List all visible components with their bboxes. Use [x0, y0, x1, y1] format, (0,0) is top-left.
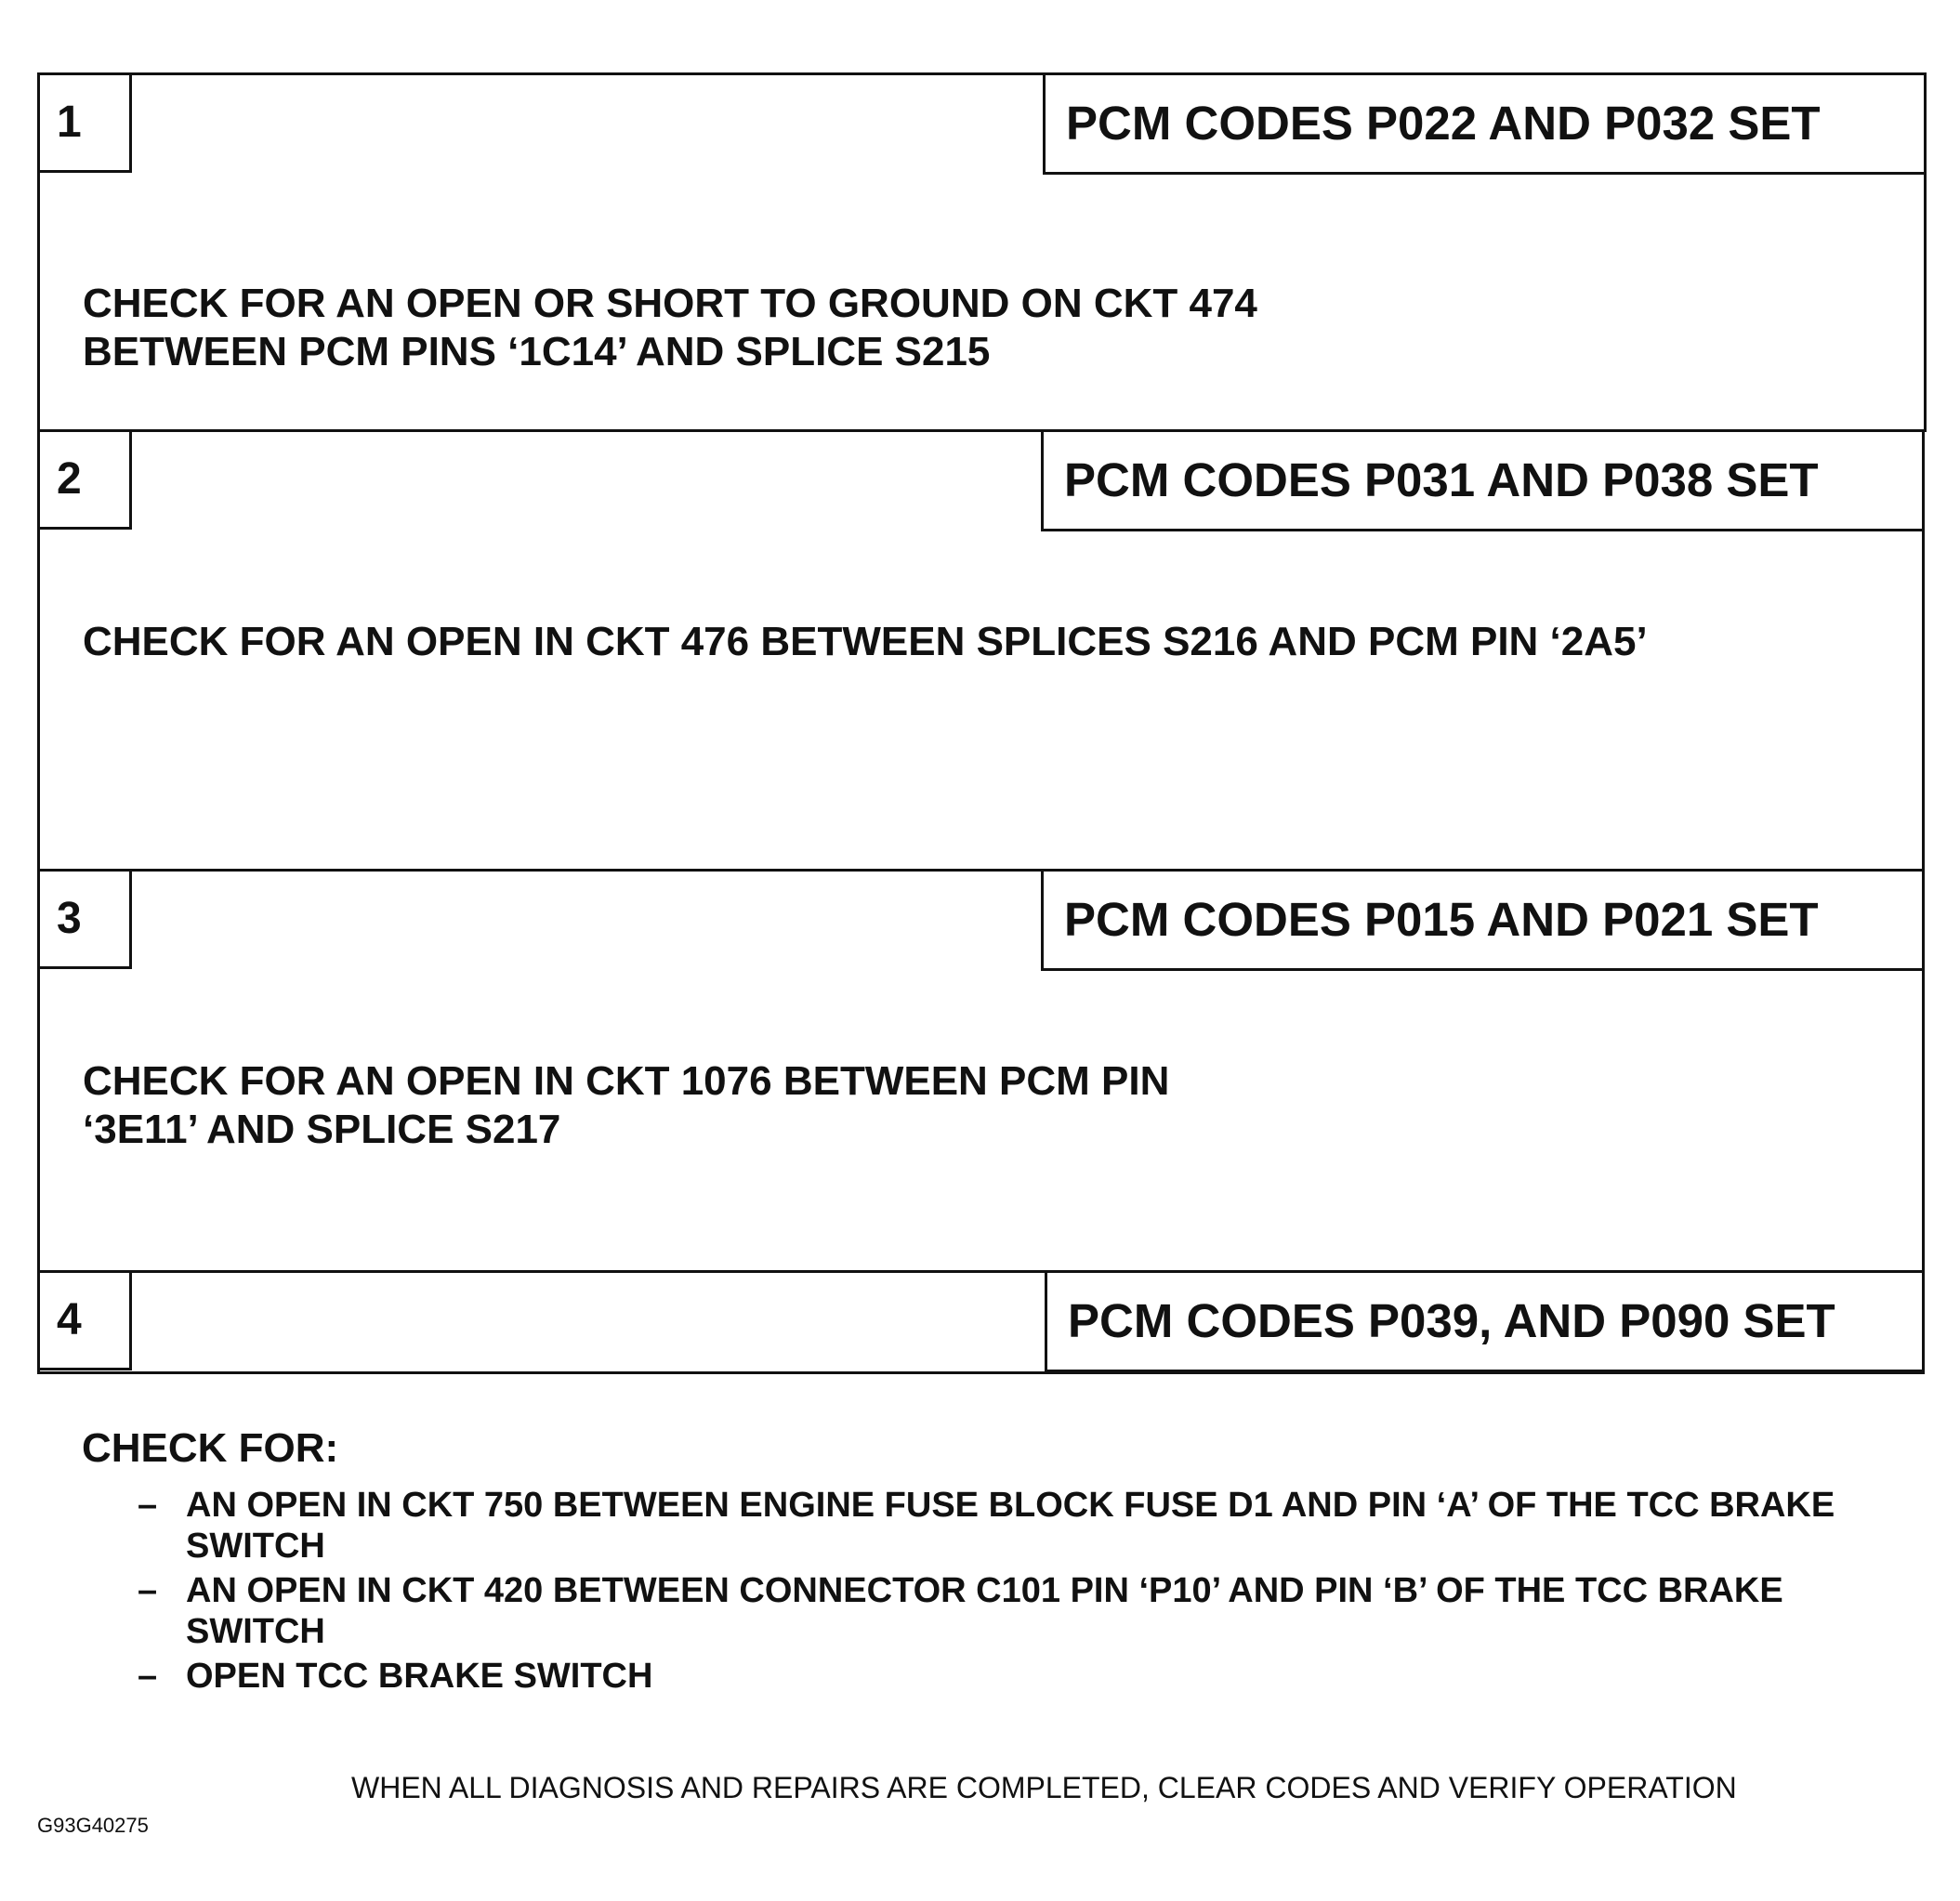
check-for-item-text: AN OPEN IN CKT 420 BETWEEN CONNECTOR C101 PIN ‘P10’ AND PIN ‘B’ OF THE TCC BRAKE SWITCH — [186, 1571, 1783, 1651]
check-for-title: CHECK FOR: — [82, 1425, 339, 1471]
check-for-item-text: OPEN TCC BRAKE SWITCH — [186, 1657, 653, 1696]
check-for-item — [138, 1656, 1885, 1697]
step-1-section — [37, 72, 1927, 432]
step-3-instruction: CHECK FOR AN OPEN IN CKT 1076 BETWEEN PCM PIN ‘3E11’ AND SPLICE S217 — [83, 1058, 1170, 1152]
check-for-item — [138, 1570, 1885, 1652]
step-3-section — [37, 869, 1925, 1273]
step-3-number: 3 — [37, 869, 132, 969]
check-for-item — [138, 1485, 1885, 1567]
figure-id: G93G40275 — [37, 1814, 149, 1837]
dash-bullet: – — [138, 1657, 158, 1696]
step-1-number: 1 — [37, 72, 132, 173]
step-4-section — [37, 1270, 1925, 1374]
dash-bullet: – — [138, 1486, 158, 1525]
step-1-instruction: CHECK FOR AN OPEN OR SHORT TO GROUND ON CKT 474 BETWEEN PCM PINS ‘1C14’ AND SPLICE S215 — [83, 281, 1257, 374]
step-2-number: 2 — [37, 429, 132, 530]
step-2-codes: PCM CODES P031 AND P038 SET — [1041, 429, 1925, 531]
step-3-codes: PCM CODES P015 AND P021 SET — [1041, 869, 1925, 971]
step-4-number: 4 — [37, 1270, 132, 1370]
step-2-section — [37, 429, 1925, 872]
dash-bullet: – — [138, 1571, 158, 1610]
check-for-item-text: AN OPEN IN CKT 750 BETWEEN ENGINE FUSE BLOCK FUSE D1 AND PIN ‘A’ OF THE TCC BRAKE SWITCH — [186, 1486, 1835, 1566]
step-1-codes: PCM CODES P022 AND P032 SET — [1043, 72, 1927, 175]
step-2-instruction: CHECK FOR AN OPEN IN CKT 476 BETWEEN SPLICES S216 AND PCM PIN ‘2A5’ — [83, 619, 1648, 664]
footer-note: WHEN ALL DIAGNOSIS AND REPAIRS ARE COMPLETED, CLEAR CODES AND VERIFY OPERATION — [351, 1771, 1737, 1804]
step-4-codes: PCM CODES P039, AND P090 SET — [1045, 1270, 1925, 1372]
check-for-list — [138, 1485, 1885, 1700]
